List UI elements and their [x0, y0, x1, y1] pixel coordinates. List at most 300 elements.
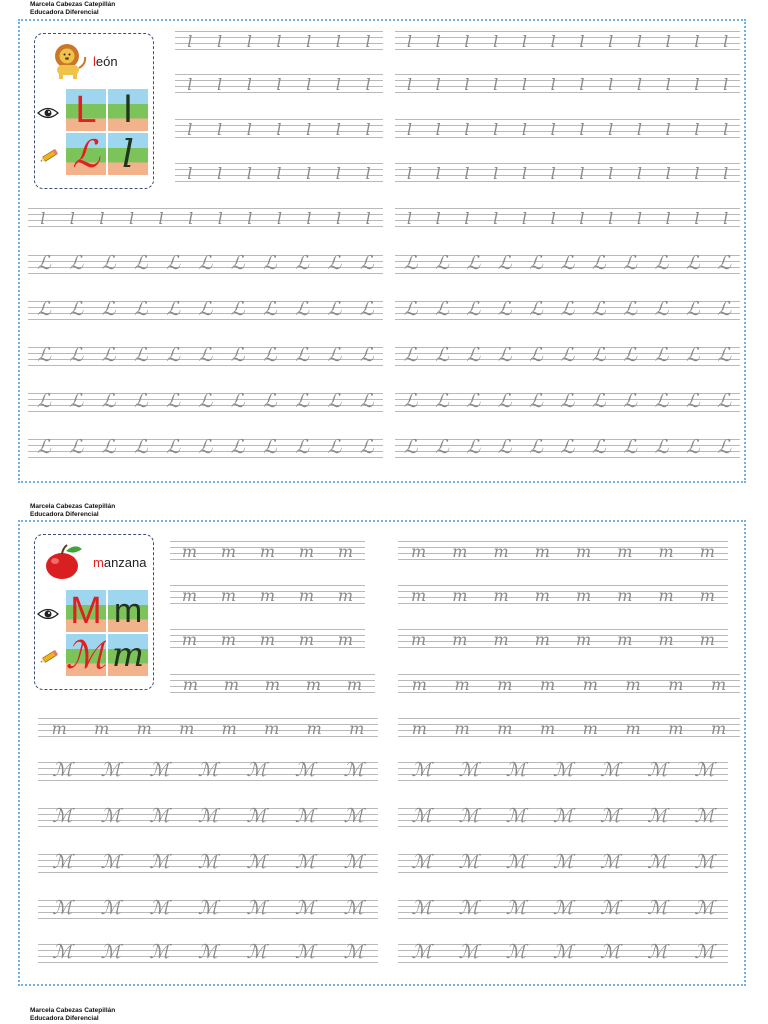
trace-letters — [395, 160, 740, 182]
trace-letter: ℳ — [647, 897, 668, 919]
trace-letter: ℒ — [230, 252, 245, 274]
trace-letter: l — [306, 75, 312, 94]
trace-letter: ℳ — [246, 897, 267, 919]
trace-row-lower — [175, 161, 383, 187]
trace-letter: ℳ — [343, 851, 364, 873]
trace-letter: l — [365, 75, 371, 94]
trace-letter: ℳ — [343, 897, 364, 919]
trace-row-upper — [395, 253, 740, 279]
trace-row-upper — [395, 437, 740, 463]
trace-row-lower — [398, 716, 740, 742]
trace-letter: m — [259, 542, 276, 561]
trace-letter: m — [576, 630, 592, 649]
trace-letter: ℒ — [295, 298, 310, 320]
trace-letter: ℳ — [599, 759, 621, 781]
trace-letter: l — [128, 209, 135, 228]
trace-letter: l — [246, 164, 252, 183]
trace-letter: ℒ — [623, 298, 638, 320]
trace-letter: ℒ — [230, 344, 245, 366]
trace-letter: l — [435, 75, 441, 94]
trace-row-upper — [395, 299, 740, 325]
trace-letter: ℒ — [327, 436, 342, 458]
trace-letter: ℒ — [560, 252, 575, 274]
trace-letters — [395, 387, 740, 411]
trace-letter: ℒ — [134, 344, 148, 366]
trace-letter: l — [723, 75, 729, 94]
trace-row-lower — [170, 583, 365, 609]
trace-letter: ℒ — [717, 436, 732, 458]
author-footer — [30, 1007, 115, 1022]
trace-letter: ℳ — [411, 941, 432, 963]
trace-letter: ℒ — [230, 436, 245, 458]
trace-letter: m — [181, 630, 198, 649]
trace-letter: ℒ — [134, 252, 148, 274]
trace-letter: l — [187, 164, 193, 183]
trace-letter: ℳ — [197, 805, 219, 827]
trace-letter: ℳ — [552, 759, 574, 781]
trace-letter: l — [636, 164, 642, 183]
trace-letter: l — [276, 164, 282, 183]
trace-row-upper — [398, 898, 728, 924]
trace-letter: ℒ — [529, 436, 543, 458]
trace-letter: m — [668, 719, 684, 738]
trace-letter: l — [306, 120, 312, 139]
trace-letter: l — [608, 164, 614, 183]
trace-letters — [395, 295, 740, 319]
trace-letter: ℒ — [295, 436, 310, 458]
trace-letter: m — [711, 675, 727, 694]
trace-letter: ℒ — [101, 298, 116, 320]
trace-letter: ℳ — [505, 805, 527, 827]
cursive-lower-letter: m — [111, 635, 145, 675]
trace-letter: ℒ — [686, 252, 700, 274]
trace-letter: ℒ — [560, 390, 575, 412]
trace-letter: ℒ — [37, 390, 51, 412]
trace-letters — [170, 538, 365, 560]
trace-letter: ℒ — [654, 252, 669, 274]
letter-card — [34, 534, 154, 690]
trace-letter: ℒ — [263, 390, 277, 412]
trace-letter: ℒ — [69, 252, 84, 274]
trace-letter: ℳ — [52, 941, 73, 963]
trace-letter: l — [217, 209, 223, 228]
trace-letter: l — [276, 120, 282, 139]
trace-row-upper — [398, 806, 728, 832]
author-title: Educadora Diferencial — [30, 8, 99, 16]
trace-letter: m — [576, 586, 592, 605]
author-title: Educadora Diferencial — [30, 510, 99, 518]
trace-letter: l — [464, 209, 470, 228]
trace-row-lower — [175, 29, 383, 55]
trace-letter: ℒ — [435, 390, 449, 412]
trace-letter: ℒ — [295, 344, 310, 366]
trace-letter: m — [298, 630, 315, 649]
trace-letter: l — [608, 120, 614, 139]
trace-letter: ℒ — [654, 298, 669, 320]
trace-letter: m — [94, 719, 110, 738]
trace-letter: m — [220, 586, 237, 605]
trace-row-lower — [398, 672, 740, 698]
trace-letter: ℳ — [294, 759, 316, 781]
trace-letter: l — [608, 32, 614, 51]
trace-letter: m — [337, 542, 354, 561]
trace-letter: ℒ — [654, 344, 669, 366]
trace-letter: l — [579, 164, 585, 183]
trace-row-lower — [395, 72, 740, 98]
trace-letter: ℒ — [101, 252, 116, 274]
trace-letters — [395, 116, 740, 138]
trace-row-upper — [398, 942, 728, 968]
trace-letter: ℳ — [599, 851, 621, 873]
trace-letter: ℒ — [198, 344, 213, 366]
trace-letter: l — [636, 32, 642, 51]
trace-letter: l — [365, 32, 371, 51]
trace-letter: ℒ — [529, 344, 543, 366]
trace-row-lower — [170, 627, 365, 653]
trace-letter: m — [264, 675, 281, 694]
trace-letter: ℒ — [359, 344, 374, 366]
trace-letter: ℳ — [100, 805, 121, 827]
print-lower-letter: l — [123, 89, 133, 131]
trace-letter: ℳ — [552, 805, 574, 827]
trace-row-lower — [175, 72, 383, 98]
worksheet-letter-l — [18, 19, 746, 483]
trace-row-upper — [28, 299, 383, 325]
author-name: Marcela Cabezas Catepillán — [30, 1007, 116, 1014]
trace-letters — [395, 341, 740, 365]
trace-letter: ℒ — [717, 344, 732, 366]
trace-letter: l — [406, 164, 412, 183]
trace-letter: l — [694, 209, 700, 228]
trace-letter: l — [188, 209, 194, 228]
trace-letters — [38, 715, 378, 737]
trace-letter: ℒ — [37, 436, 51, 458]
trace-letter: ℒ — [166, 436, 181, 458]
trace-letter: ℒ — [403, 252, 418, 274]
trace-letter: m — [576, 542, 592, 561]
trace-letters — [28, 387, 383, 411]
trace-letter: l — [69, 209, 75, 228]
trace-letter: l — [216, 32, 223, 51]
print-upper-tile — [66, 89, 106, 131]
trace-letter: l — [365, 209, 371, 228]
trace-letter: ℒ — [623, 390, 638, 412]
trace-letters — [170, 671, 375, 693]
trace-letter: ℳ — [246, 805, 267, 827]
trace-letter: m — [711, 719, 727, 738]
trace-letter: m — [452, 630, 468, 649]
trace-letter: ℳ — [100, 941, 121, 963]
trace-letter: l — [694, 120, 700, 139]
trace-letter: ℳ — [100, 897, 121, 919]
trace-letters — [28, 295, 383, 319]
trace-letter: m — [181, 586, 198, 605]
trace-letter: m — [625, 675, 641, 694]
trace-letter: l — [276, 209, 282, 228]
trace-letter: ℳ — [197, 941, 219, 963]
trace-row-lower — [398, 539, 728, 565]
trace-letters — [395, 433, 740, 457]
trace-letter: ℒ — [359, 390, 374, 412]
trace-letter: ℒ — [529, 252, 543, 274]
trace-letter: ℳ — [599, 805, 621, 827]
trace-letters — [28, 433, 383, 457]
trace-letter: ℳ — [52, 805, 73, 827]
trace-letter: ℒ — [295, 252, 310, 274]
trace-letter: m — [221, 719, 237, 738]
trace-letter: m — [668, 675, 684, 694]
trace-letter: l — [493, 32, 499, 51]
trace-letter: l — [464, 164, 470, 183]
trace-letter: ℒ — [435, 344, 449, 366]
trace-row-upper — [395, 345, 740, 371]
trace-letter: l — [665, 120, 671, 139]
trace-letter: l — [216, 164, 223, 183]
trace-letter: l — [335, 75, 341, 94]
trace-letter: m — [540, 675, 556, 694]
trace-row-lower — [395, 29, 740, 55]
trace-letter: ℒ — [359, 436, 374, 458]
trace-letter: l — [158, 209, 164, 228]
trace-letter: l — [406, 120, 412, 139]
author-header — [30, 503, 115, 518]
trace-letter: m — [658, 586, 674, 605]
trace-row-upper — [38, 852, 378, 878]
cursive-lower-letter: l — [121, 133, 135, 175]
trace-letters — [398, 715, 740, 737]
trace-letter: ℳ — [458, 851, 479, 873]
trace-letter: l — [579, 120, 585, 139]
trace-letters — [38, 756, 378, 780]
trace-letter: l — [336, 209, 342, 228]
trace-letter: ℒ — [198, 252, 213, 274]
trace-letter: ℒ — [435, 252, 449, 274]
trace-letter: ℳ — [197, 897, 219, 919]
trace-letter: l — [723, 209, 729, 228]
trace-letter: ℳ — [647, 759, 668, 781]
trace-row-upper — [38, 760, 378, 786]
trace-letters — [398, 848, 728, 872]
trace-row-upper — [28, 437, 383, 463]
trace-letter: l — [579, 32, 585, 51]
trace-letter: ℒ — [101, 436, 116, 458]
trace-letter: m — [493, 630, 509, 649]
trace-letters — [398, 756, 728, 780]
print-lower-tile — [108, 89, 148, 131]
trace-letter: l — [493, 164, 499, 183]
trace-letter: ℒ — [466, 298, 481, 320]
trace-letter: l — [187, 32, 193, 51]
trace-letter: l — [464, 120, 470, 139]
trace-letter: ℒ — [230, 298, 245, 320]
trace-letter: ℒ — [623, 344, 638, 366]
trace-letter: ℒ — [591, 436, 606, 458]
trace-letter: l — [464, 32, 470, 51]
trace-letter: ℒ — [134, 390, 148, 412]
trace-row-upper — [28, 345, 383, 371]
cursive-lower-tile — [108, 133, 148, 175]
trace-letter: ℒ — [529, 390, 543, 412]
trace-letter: ℳ — [294, 897, 316, 919]
trace-letter: ℒ — [295, 390, 310, 412]
trace-letter: ℒ — [359, 252, 374, 274]
trace-letter: l — [521, 164, 527, 183]
trace-letter: l — [694, 75, 700, 94]
trace-letter: ℒ — [466, 344, 481, 366]
trace-letter: m — [411, 675, 427, 694]
trace-letter: ℒ — [263, 252, 277, 274]
trace-letter: m — [454, 675, 470, 694]
trace-letter: ℳ — [149, 851, 170, 873]
trace-letter: m — [349, 719, 365, 738]
trace-letter: ℒ — [686, 344, 700, 366]
trace-letter: ℒ — [327, 344, 342, 366]
trace-letter: l — [216, 75, 223, 94]
trace-letter: ℒ — [101, 344, 116, 366]
trace-letter: ℒ — [686, 298, 700, 320]
trace-letter: ℳ — [505, 941, 527, 963]
trace-letter: l — [521, 75, 527, 94]
trace-letter: ℳ — [52, 759, 73, 781]
trace-letter: l — [493, 75, 499, 94]
trace-letter: l — [276, 32, 282, 51]
trace-letter: ℳ — [458, 941, 479, 963]
print-upper-letter: M — [70, 590, 102, 632]
trace-letters — [395, 71, 740, 93]
trace-letter: ℒ — [37, 344, 51, 366]
eye-icon — [37, 607, 59, 621]
trace-letter: ℳ — [197, 759, 219, 781]
trace-letter: l — [99, 209, 105, 228]
trace-letter: ℒ — [69, 436, 84, 458]
trace-letter: m — [181, 542, 198, 561]
trace-letter: l — [335, 32, 341, 51]
trace-letter: l — [187, 120, 193, 139]
trace-letter: ℳ — [647, 851, 668, 873]
trace-letter: ℒ — [435, 436, 449, 458]
trace-letter: l — [665, 32, 671, 51]
trace-letter: m — [534, 542, 550, 561]
trace-letter: ℳ — [52, 897, 73, 919]
trace-letter: l — [406, 32, 412, 51]
trace-letter: l — [435, 164, 441, 183]
trace-letter: ℒ — [529, 298, 543, 320]
trace-letter: ℳ — [694, 759, 715, 781]
trace-letter: m — [534, 630, 550, 649]
trace-letter: ℳ — [294, 805, 316, 827]
trace-letter: ℳ — [294, 941, 316, 963]
trace-letter: m — [540, 719, 556, 738]
author-title: Educadora Diferencial — [30, 1014, 99, 1022]
trace-letter: m — [493, 586, 509, 605]
trace-letter: ℒ — [591, 298, 606, 320]
trace-letter: l — [365, 120, 371, 139]
trace-letter: ℳ — [149, 941, 170, 963]
print-upper-letter: L — [75, 89, 97, 131]
trace-letter: ℳ — [246, 759, 267, 781]
trace-letter: ℒ — [166, 298, 181, 320]
trace-letter: l — [579, 75, 585, 94]
trace-letter: l — [464, 75, 470, 94]
trace-letter: m — [346, 675, 363, 694]
trace-letter: ℒ — [166, 390, 181, 412]
trace-letter: m — [452, 542, 468, 561]
cursive-upper-letter: ℒ — [72, 133, 100, 175]
trace-letter: m — [699, 630, 715, 649]
trace-letters — [38, 802, 378, 826]
trace-letters — [170, 626, 365, 648]
trace-letter: l — [636, 209, 642, 228]
trace-letter: ℒ — [69, 390, 84, 412]
trace-letter: ℳ — [552, 851, 574, 873]
trace-letter: ℳ — [458, 805, 479, 827]
trace-letter: l — [435, 120, 441, 139]
trace-letter: m — [699, 586, 715, 605]
trace-letter: ℒ — [560, 436, 575, 458]
worksheet-letter-m — [18, 520, 746, 986]
trace-letter: m — [298, 542, 315, 561]
trace-letter: m — [182, 675, 199, 694]
trace-letter: m — [220, 542, 237, 561]
trace-letter: m — [582, 719, 598, 738]
trace-letters — [395, 205, 740, 227]
trace-letter: ℒ — [591, 390, 606, 412]
print-lower-tile — [108, 590, 148, 632]
trace-letter: ℳ — [411, 805, 432, 827]
trace-letter: ℒ — [327, 252, 342, 274]
trace-letter: l — [216, 120, 223, 139]
trace-letter: ℳ — [694, 897, 715, 919]
pencil-icon — [38, 649, 60, 665]
trace-letter: ℒ — [717, 390, 732, 412]
trace-row-upper — [38, 806, 378, 832]
trace-letter: ℳ — [294, 851, 316, 873]
trace-letter: l — [435, 209, 441, 228]
trace-letter: ℳ — [100, 851, 121, 873]
trace-letter: ℒ — [134, 436, 148, 458]
trace-letter: m — [337, 586, 354, 605]
trace-letter: ℒ — [403, 298, 418, 320]
trace-letter: m — [51, 719, 67, 738]
trace-letters — [38, 848, 378, 872]
trace-letters — [398, 626, 728, 648]
trace-letter: ℳ — [246, 851, 267, 873]
trace-letter: ℒ — [198, 298, 213, 320]
trace-letter: ℒ — [37, 298, 51, 320]
trace-letter: l — [665, 75, 671, 94]
trace-letter: m — [306, 719, 322, 738]
trace-letter: l — [246, 32, 252, 51]
trace-letter: ℒ — [686, 390, 700, 412]
trace-letter: ℒ — [686, 436, 700, 458]
trace-letter: ℒ — [591, 252, 606, 274]
trace-letter: m — [617, 630, 633, 649]
trace-letter: ℳ — [552, 897, 574, 919]
trace-row-lower — [175, 117, 383, 143]
pencil-icon — [38, 148, 60, 164]
trace-letters — [28, 249, 383, 273]
trace-letter: m — [305, 675, 322, 694]
trace-letter: ℳ — [246, 941, 267, 963]
trace-letter: l — [435, 32, 441, 51]
trace-letter: ℳ — [343, 941, 364, 963]
trace-row-lower — [395, 161, 740, 187]
trace-letter: l — [608, 75, 614, 94]
trace-row-lower — [395, 117, 740, 143]
trace-letter: ℒ — [327, 298, 342, 320]
trace-letter: ℒ — [359, 298, 374, 320]
trace-letter: ℒ — [69, 344, 84, 366]
